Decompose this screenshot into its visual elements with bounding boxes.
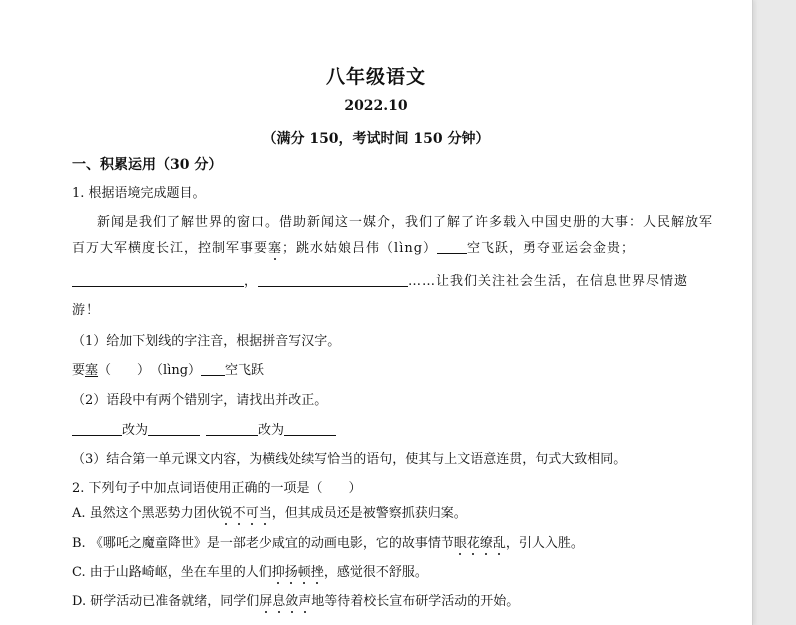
- option-b: [72, 536, 584, 552]
- sub-question-1: （1）给加下划线的字注音，根据拼音写汉字。: [72, 334, 341, 349]
- option-text: 地等待着校长宣布研学活动的开始。: [311, 594, 520, 609]
- answer-blank[interactable]: [201, 363, 225, 376]
- dotted-char: 抑: [271, 565, 285, 580]
- option-text: A. 虽然这个黑恶势力团伙: [72, 506, 220, 521]
- dotted-char: 当: [258, 506, 272, 521]
- passage-text: 百万大军横度长江，控制军事要: [72, 241, 269, 256]
- underlined-char: 塞: [85, 363, 99, 378]
- fix-label: 改为: [258, 423, 285, 438]
- passage-line-1: 新闻是我们了解世界的窗口。借助新闻这一媒介，我们了解了许多载入中国史册的大事：人民解放军: [97, 215, 714, 230]
- answer-text: （ ） （lìng）: [98, 363, 202, 378]
- dotted-char: 缭: [479, 536, 493, 551]
- passage-line-3: [72, 274, 688, 290]
- sub-question-3: （3）结合第一单元课文内容，为横线处续写恰当的语句，使其与上文语意连贯，句式大致相同。: [72, 452, 627, 467]
- dotted-char: 顿: [297, 565, 311, 580]
- sub-question-2-answer: [72, 423, 336, 439]
- option-text: ，但其成员还是被警察抓获归案。: [271, 506, 467, 521]
- passage-line-4: 游！: [72, 303, 101, 318]
- separator-text: ，: [244, 274, 259, 289]
- answer-blank[interactable]: [206, 423, 258, 436]
- answer-blank[interactable]: [148, 423, 200, 436]
- dotted-phrase: [259, 594, 311, 609]
- answer-blank[interactable]: [72, 274, 244, 287]
- dotted-char: 敛: [285, 594, 299, 609]
- dotted-char: 乱: [492, 536, 506, 551]
- dotted-phrase: [220, 506, 272, 521]
- dotted-phrase: [272, 565, 324, 580]
- question-2-stem: 2. 下列句子中加点词语使用正确的一项是（ ）: [72, 481, 362, 496]
- answer-blank[interactable]: [284, 423, 336, 436]
- dotted-char: 锐: [219, 506, 233, 521]
- option-c: [72, 565, 428, 581]
- passage-line-2: [72, 241, 635, 257]
- dotted-char: 不: [232, 506, 246, 521]
- fix-label: 改为: [122, 423, 149, 438]
- answer-text: 要: [72, 363, 86, 378]
- dotted-phrase: [454, 536, 506, 551]
- dotted-char: 花: [466, 536, 480, 551]
- exam-title: 八年级语文: [325, 66, 426, 88]
- dotted-char: 塞: [268, 241, 283, 256]
- answer-blank[interactable]: [72, 423, 122, 436]
- passage-text: ……让我们关注社会生活，在信息世界尽情遨: [408, 274, 689, 289]
- dotted-char: 息: [272, 594, 286, 609]
- exam-subtitle: （满分 150，考试时间 150 分钟）: [262, 131, 490, 147]
- dotted-char: 可: [245, 506, 259, 521]
- dotted-char: 眼: [453, 536, 467, 551]
- section-heading: 一、积累运用（30 分）: [72, 157, 223, 173]
- passage-text: ；跳水姑娘吕伟（lìng）: [282, 241, 438, 256]
- answer-text: 空飞跃: [225, 363, 265, 378]
- question-1-stem: 1. 根据语境完成题目。: [72, 186, 206, 201]
- dotted-char: 屏: [259, 594, 273, 609]
- option-text: ，感觉很不舒服。: [323, 565, 428, 580]
- option-text: ，引人入胜。: [505, 536, 584, 551]
- answer-blank[interactable]: [437, 241, 467, 254]
- option-text: C. 由于山路崎岖，坐在车里的人们: [72, 565, 272, 580]
- answer-blank[interactable]: [258, 274, 408, 287]
- option-d: [72, 594, 519, 610]
- sub-question-1-answer: [72, 363, 264, 379]
- dotted-char: 挫: [310, 565, 324, 580]
- sub-question-2: （2）语段中有两个错别字，请找出并改正。: [72, 393, 328, 408]
- passage-text: 空飞跃，勇夺亚运会金贵；: [467, 241, 636, 256]
- exam-date: 2022.10: [344, 98, 408, 114]
- option-text: B. 《哪吒之魔童降世》是一部老少咸宜的动画电影，它的故事情节: [72, 536, 454, 551]
- dotted-char: 扬: [284, 565, 298, 580]
- dotted-char: 声: [298, 594, 312, 609]
- option-text: D. 研学活动已准备就绪，同学们: [72, 594, 260, 609]
- option-a: [72, 506, 467, 522]
